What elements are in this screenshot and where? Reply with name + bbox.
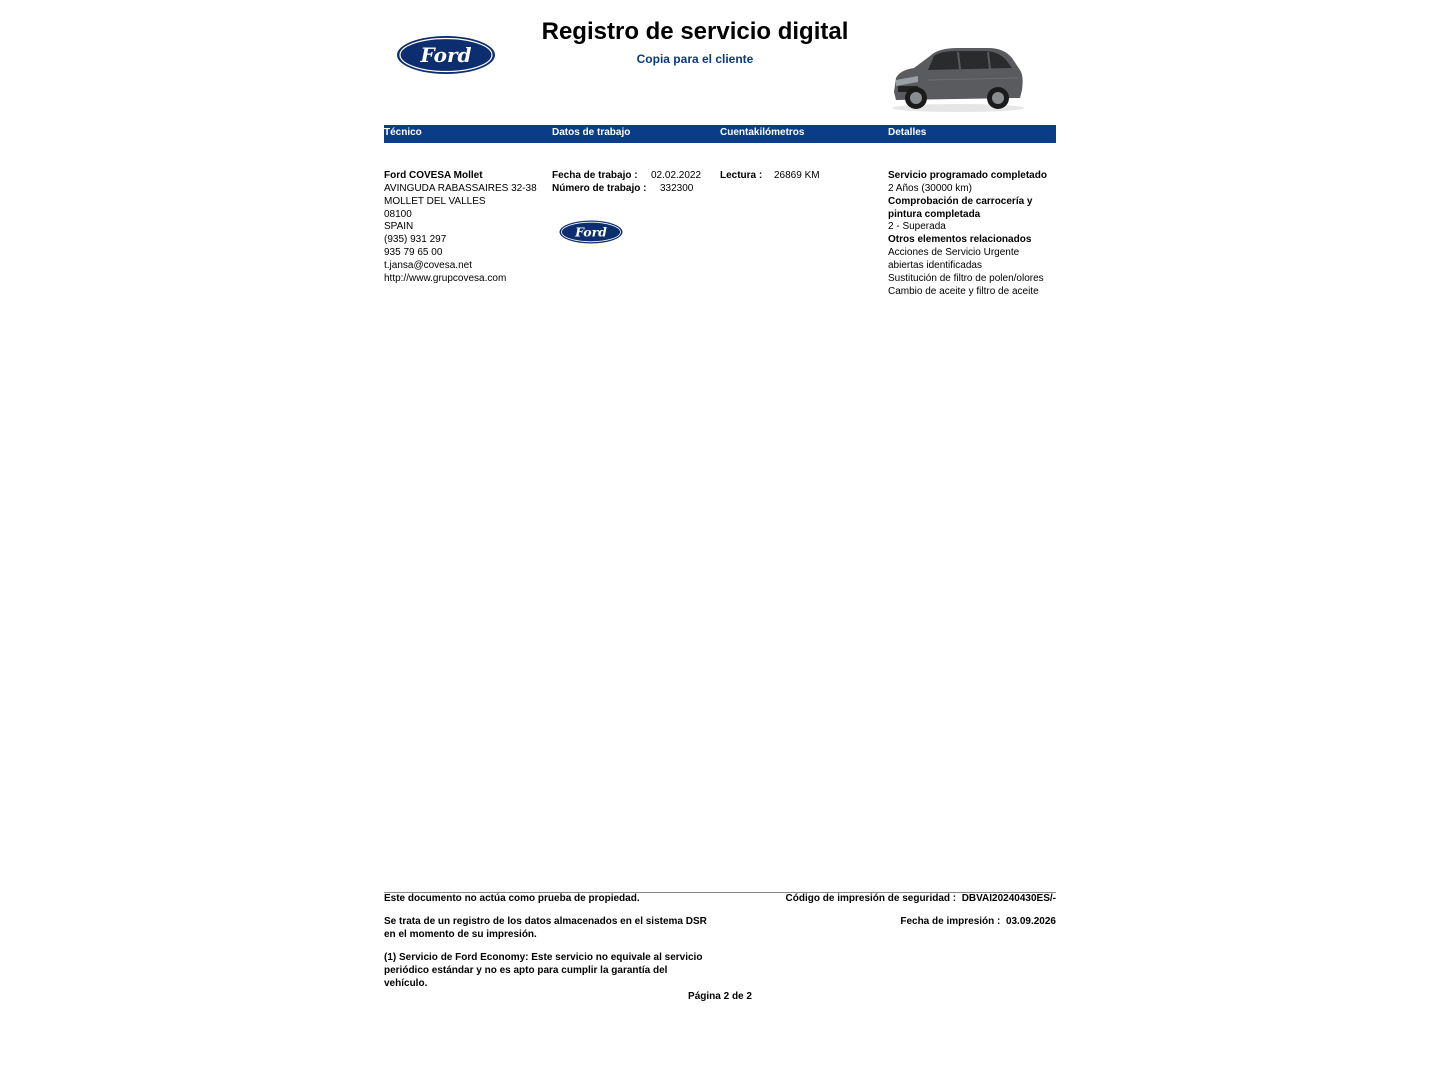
dealer-phone: (935) 931 297 — [384, 234, 447, 246]
work-date-label: Fecha de trabajo : — [552, 170, 638, 181]
suv-car-image — [888, 40, 1028, 114]
detail-line: 2 - Superada — [888, 221, 946, 233]
dealer-email: t.jansa@covesa.net — [384, 259, 472, 271]
work-number-value: 332300 — [660, 182, 694, 194]
odometer-row — [720, 170, 886, 183]
work-date-value: 02.02.2022 — [651, 170, 702, 181]
table-header-bar — [384, 125, 1056, 143]
print-date-label: Fecha de impresión : — [900, 916, 1001, 927]
work-data — [552, 170, 718, 196]
technician-info — [384, 170, 550, 286]
dealer-phone-2: 935 79 65 00 — [384, 247, 443, 259]
security-code — [786, 893, 1056, 906]
detail-line: Otros elementos relacionados — [888, 234, 1032, 246]
dsr-note-line: Se trata de un registro de los datos almacenados en el sistema DSR — [384, 916, 707, 927]
ford-logo-icon — [559, 220, 623, 244]
page-subtitle: Copia para el cliente — [636, 52, 754, 66]
odometer-label: Lectura : — [720, 170, 763, 181]
security-code-label: Código de impresión de seguridad : — [785, 893, 957, 904]
page-title: Registro de servicio digital — [541, 18, 849, 45]
odometer-value: 26869 KM — [774, 170, 820, 181]
document-page — [384, 0, 1056, 1080]
economy-note — [384, 952, 744, 991]
detail-line: Comprobación de carrocería y — [888, 195, 1033, 207]
detail-line: Acciones de Servicio Urgente — [888, 247, 1020, 259]
header-tecnico: Técnico — [384, 127, 422, 138]
dealer-postcode: 08100 — [384, 208, 412, 220]
header-datos-de-trabajo: Datos de trabajo — [552, 127, 631, 138]
print-date — [900, 916, 1056, 929]
economy-note-line: vehículo. — [384, 977, 428, 989]
work-number-label: Número de trabajo : — [552, 182, 647, 194]
header-detalles: Detalles — [888, 127, 927, 138]
detail-line: abiertas identificadas — [888, 259, 982, 271]
dealer-city: MOLLET DEL VALLES — [384, 195, 486, 207]
odometer-data — [720, 170, 886, 183]
dealer-website: http://www.grupcovesa.com — [384, 272, 507, 284]
print-date-value: 03.09.2026 — [1005, 916, 1056, 927]
dealer-country: SPAIN — [384, 221, 414, 233]
security-code-value: DBVAI20240430ES/- — [961, 893, 1056, 904]
detail-line: Sustitución de filtro de polen/olores — [888, 272, 1044, 284]
page-number: Página 2 de 2 — [688, 991, 752, 1002]
dealer-name: Ford COVESA Mollet — [384, 170, 483, 181]
dealer-address: AVINGUDA RABASSAIRES 32-38 — [384, 182, 537, 194]
header-cuentakilometros: Cuentakilómetros — [720, 127, 805, 138]
service-details — [888, 170, 1056, 298]
work-number-row — [552, 183, 718, 196]
economy-note-line: periódico estándar y no es apto para cumplir la garantía del — [384, 964, 668, 976]
detail-line: pintura completada — [888, 208, 981, 220]
dsr-note — [384, 916, 744, 942]
detail-line: 2 Años (30000 km) — [888, 182, 972, 194]
detail-line: Cambio de aceite y filtro de aceite — [888, 285, 1039, 297]
dsr-note-line: en el momento de su impresión. — [384, 928, 537, 940]
detail-line: Servicio programado completado — [888, 170, 1047, 181]
svg-text:Ford: Ford — [420, 43, 472, 67]
work-date-row — [552, 170, 718, 183]
economy-note-line: (1) Servicio de Ford Economy: Este servicio no equivale al servicio — [384, 952, 703, 963]
ownership-note: Este documento no actúa como prueba de propiedad. — [384, 893, 640, 904]
svg-text:Ford: Ford — [575, 224, 607, 240]
